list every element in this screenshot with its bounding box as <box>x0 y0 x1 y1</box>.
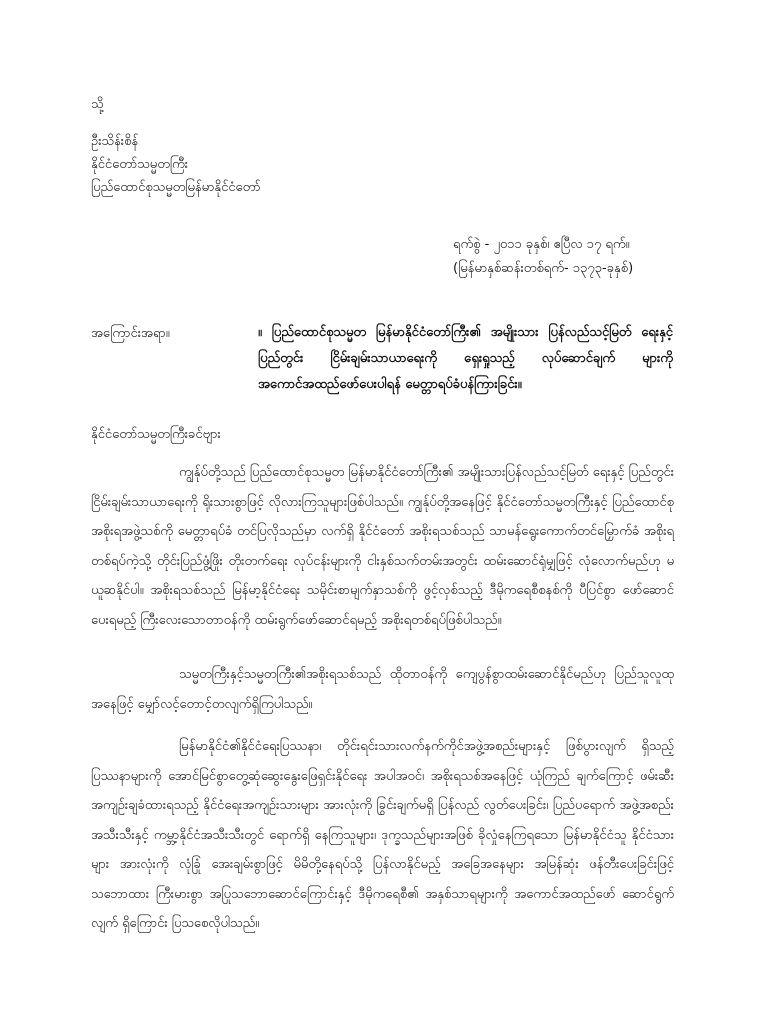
subject-label: အကြောင်းအရာ။ <box>91 326 170 341</box>
to-line: သို့ <box>91 97 104 112</box>
recipient-org: ပြည်ထောင်စုသမ္မတမြန်မာနိုင်ငံတော် <box>91 180 261 195</box>
recipient-title: နိုင်ငံတော်သမ္မတကြီး <box>91 157 189 172</box>
subject-text: ။ ပြည်ထောင်စုသမ္မတ မြန်မာနိုင်ငံတော်ကြီး၏ အမျိုးသား ပြန်လည်သင့်မြတ် ရေးနှင့် ပြည်တွင်း ငြိမ်းချမ်းသာယာရေးကို ရှေးရှုသည့် လုပ်ဆောင်ချက် များကို အကောင်အထည်ဖော်ပေးပါရန် မေတ္တာရပ်ခံပန်ကြားခြင်း။ <box>258 325 673 392</box>
date-line: ရက်စွဲ - ၂၀၁၁ ခုနှစ်၊ ဧပြီလ ၁၇ ရက်။ <box>453 237 630 252</box>
salutation: နိုင်ငံတော်သမ္မတကြီးခင်ဗျား <box>91 427 221 442</box>
myanmar-new-year-date: (မြန်မာနှစ်ဆန်းတစ်ရက်- ၁၃၇၃-ခုနှစ်) <box>453 261 634 276</box>
paragraph-3: မြန်မာနိုင်ငံ၏နိုင်ငံရေးပြဿနာ၊ တိုင်းရင်းသားလက်နက်ကိုင်အဖွဲ့အစည်းများနှင့် ဖြစ်ပွားလျက် ရှိသည့်ပြဿနာများကို အောင်မြင်စွာတွေ့ဆုံဆွေးနွေးဖြေရှင်းနိုင်ရေး အပါအဝင်၊ အစိုးရသစ်အနေဖြင့် ယုံကြည် ချက်ကြောင့် ဖမ်းဆီးအကျဉ်းချခံထားရသည့် နိုင်ငံရေးအကျဉ်းသားများ အားလုံးကို ခြွင်းချက်မရှိ ပြန်လည် လွတ်ပေးခြင်း၊ ပြည်ပရောက် အဖွဲ့အစည်း အသီးသီးနှင့် ကမ္ဘာ့နိုင်ငံအသီးသီးတွင် ရောက်ရှိ နေကြသူများ၊ ဒုက္ခသည်များအဖြစ် ခိုလှုံနေကြရသော မြန်မာနိုင်ငံသူ နိုင်ငံသားများ အားလုံးကို လုံခြုံ အေးချမ်းစွာဖြင့် မိမိတို့နေရပ်သို့ ပြန်လာနိုင်မည့် အခြေအနေများ အမြန်ဆုံး ဖန်တီးပေးခြင်းဖြင့် သဘောထား ကြီးမားစွာ အပြုသဘောဆောင်ကြောင်းနှင့် ဒီမိုကရေစီ၏ အနှစ်သာရများကို အကောင်အထည်ဖော် ဆောင်ရွက်လျက် ရှိကြောင်း ပြသစေလိုပါသည်။ <box>91 739 674 931</box>
paragraph-2: သမ္မတကြီးနှင့်သမ္မတကြီး၏အစိုးရသစ်သည် ထိုတာဝန်ကို ကျေပွန်စွာထမ်းဆောင်နိုင်မည်ဟု ပြည်သူလူထုအနေဖြင့် မျှော်လင့်တောင့်တလျက်ရှိကြပါသည်။ <box>91 667 674 712</box>
paragraph-1: ကျွန်ုပ်တို့သည် ပြည်ထောင်စုသမ္မတ မြန်မာနိုင်ငံတော်ကြီး၏ အမျိုးသားပြန်လည်သင့်မြတ် ရေးနှင့် ပြည်တွင်းငြိမ်းချမ်းသာယာရေးကို ရိုးသားစွာဖြင့် လိုလားကြသူများဖြစ်ပါသည်။ ကျွန်ုပ်တို့အနေဖြင့် နိုင်ငံတော်သမ္မတကြီးနှင့် ပြည်ထောင်စု အစိုးရအဖွဲ့သစ်ကို မေတ္တာရပ်ခံ တင်ပြလိုသည်မှာ လက်ရှိ နိုင်ငံတော် အစိုးရသစ်သည် သာမန်ရွေးကောက်တင်မြှောက်ခံ အစိုးရတစ်ရပ်ကဲ့သို့ တိုင်းပြည်ဖွံ့ဖြိုး တိုးတက်ရေး လုပ်ငန်းများကို ငါးနှစ်သက်တမ်းအတွင်း ထမ်းဆောင်ရုံမျှဖြင့် လုံလောက်မည်ဟု မယူဆနိုင်ပါ။ အစိုးရသစ်သည် မြန်မာ့နိုင်ငံရေး သမိုင်းစာမျက်နှာသစ်ကို ဖွင့်လှစ်သည့် ဒီမိုကရေစီစနစ်ကို ပီပြင်စွာ ဖော်ဆောင်ပေးရမည့် ကြီးလေးသောတာဝန်ကို ထမ်းရွက်ဖော်ဆောင်ရမည့် အစိုးရတစ်ရပ်ဖြစ်ပါသည်။ <box>91 465 674 628</box>
recipient-name: ဦးသိန်းစိန် <box>91 134 139 149</box>
